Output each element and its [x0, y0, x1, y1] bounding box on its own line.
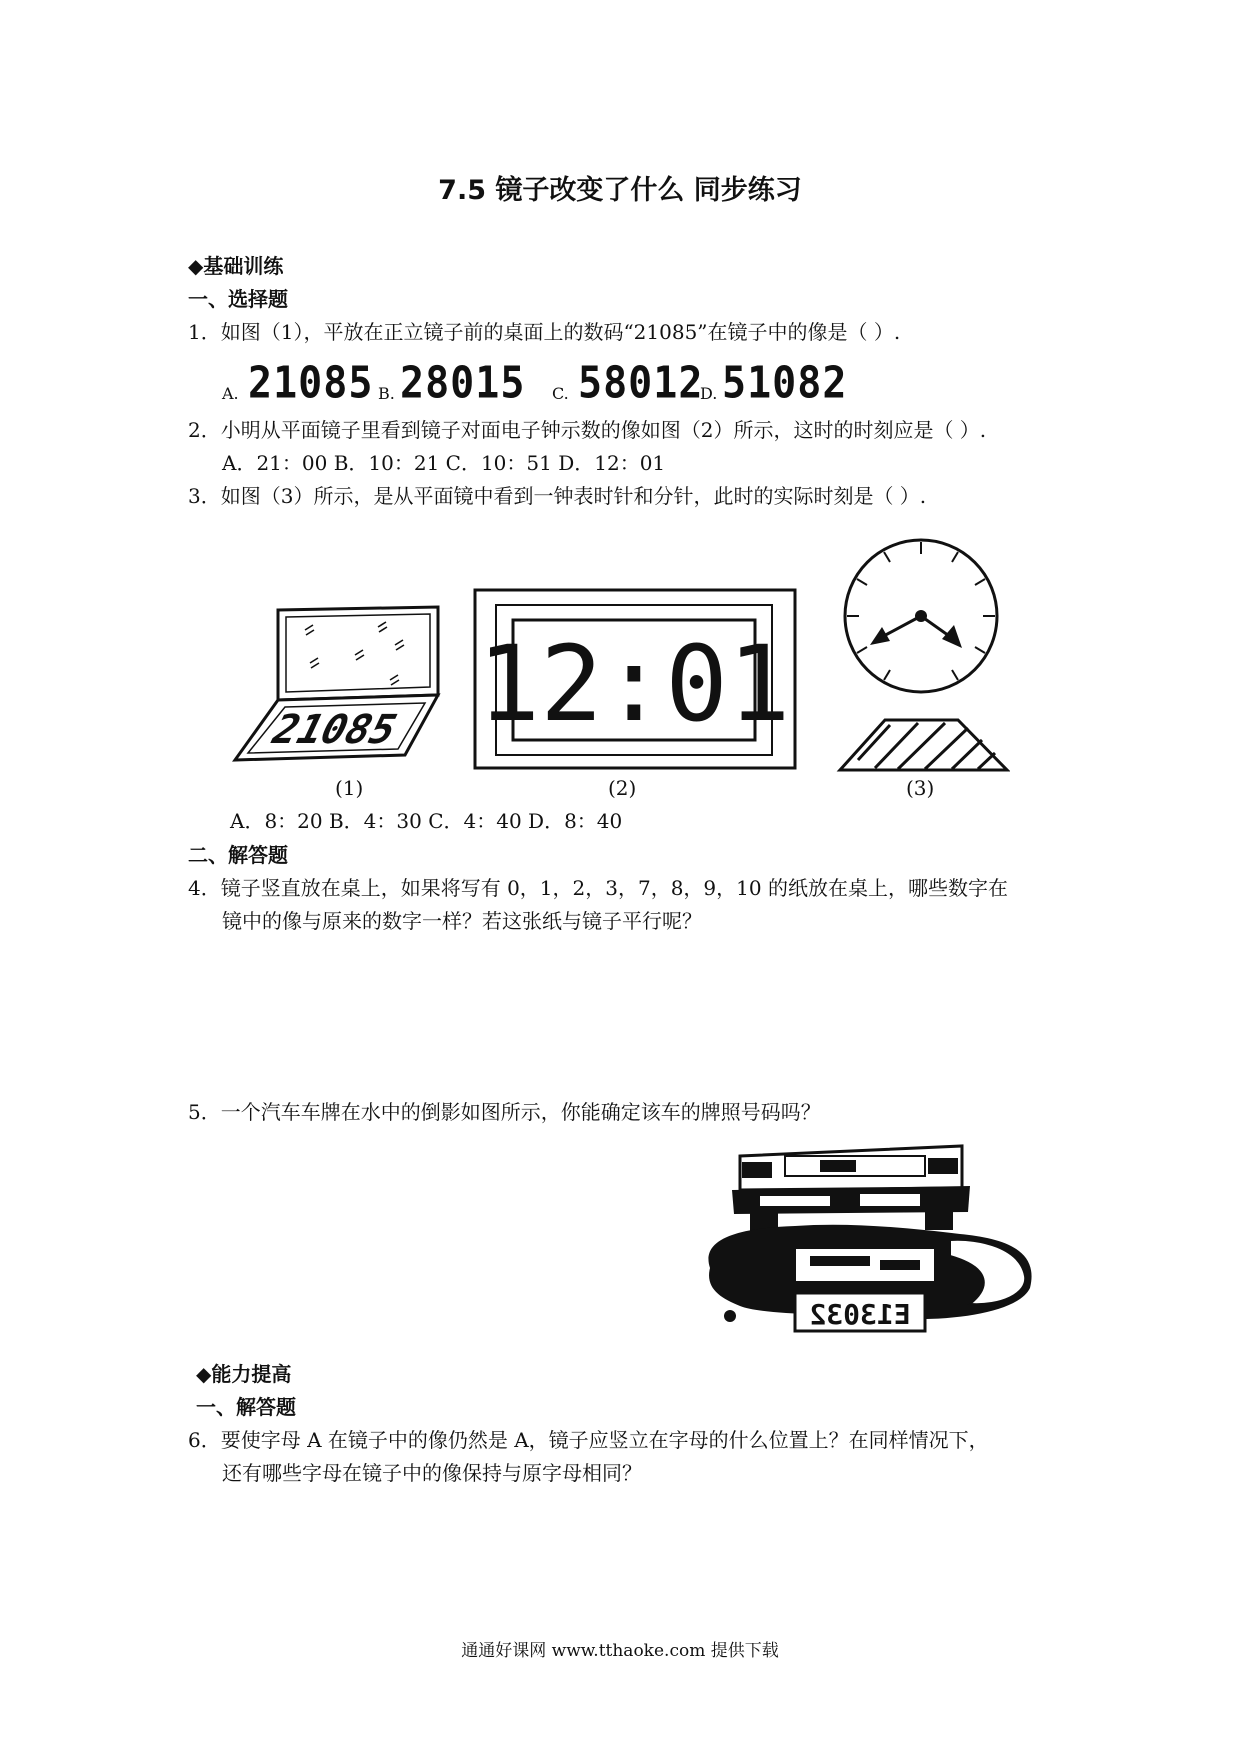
option-a-value: 21085 — [248, 358, 374, 409]
figure-caption-1: (1) — [335, 776, 364, 800]
part1-heading: 一、选择题 — [188, 287, 288, 311]
option-b-value: 28015 — [400, 358, 526, 409]
figure-caption-2: (2) — [608, 776, 637, 800]
part2-heading: 二、解答题 — [188, 843, 288, 867]
question-5-text: 5．一个汽车车牌在水中的倒影如图所示，你能确定该车的牌照号码吗？ — [188, 1100, 821, 1124]
option-b-label: B. — [378, 384, 395, 403]
figures-illustration — [230, 535, 1010, 775]
option-d-label: D. — [700, 384, 718, 403]
option-a-label: A. — [222, 384, 239, 403]
question-4-line-2: 镜中的像与原来的数字一样？若这张纸与镜子平行呢？ — [222, 909, 702, 933]
part3-heading: 一、解答题 — [196, 1395, 296, 1419]
car-front — [732, 1146, 970, 1232]
license-plate-reflection: E13032 — [809, 1298, 911, 1331]
question-4-line-1: 4．镜子竖直放在桌上，如果将写有 0，1，2，3，7，8，9，10 的纸放在桌上，哪些数字在 — [188, 876, 1008, 900]
page-footer: 通通好课网 www.tthaoke.com 提供下载 — [461, 1641, 779, 1661]
option-c-value: 58012 — [578, 358, 704, 409]
figure-2-digital-clock — [475, 590, 795, 768]
question-6-line-1: 6．要使字母 A 在镜子中的像仍然是 A，镜子应竖立在字母的什么位置上？在同样情况下， — [188, 1428, 989, 1452]
section-basic-heading: ◆基础训练 — [188, 254, 284, 278]
question-3-text: 3．如图（3）所示，是从平面镜中看到一钟表时针和分针，此时的实际时刻是（ ）. — [188, 484, 927, 508]
page-title: 7.5 镜子改变了什么 同步练习 — [438, 175, 802, 206]
water-reflection — [708, 1225, 1031, 1331]
figure-2-display: 12:01 — [477, 623, 791, 745]
question-1-text: 1．如图（1），平放在正立镜子前的桌面上的数码“21085”在镜子中的像是（ ）. — [188, 320, 901, 344]
question-2-text: 2．小明从平面镜子里看到镜子对面电子钟示数的像如图（2）所示，这时的时刻应是（ ）. — [188, 418, 987, 442]
question-6-line-2: 还有哪些字母在镜子中的像保持与原字母相同？ — [222, 1461, 642, 1485]
option-d-value: 51082 — [722, 358, 848, 409]
figure-1-digits: 21085 — [263, 705, 406, 753]
figure-3-analog-clock — [840, 540, 1007, 770]
car-reflection-picture — [700, 1138, 1050, 1338]
question-1-options — [222, 358, 848, 414]
section-ability-heading: ◆能力提高 — [196, 1362, 292, 1386]
figure-1-mirror-table — [235, 607, 438, 760]
question-3-options: A．8：20 B．4：30 C．4：40 D．8：40 — [230, 809, 623, 833]
option-c-label: C. — [552, 384, 569, 403]
question-2-options: A．21：00 B．10：21 C．10：51 D．12：01 — [222, 451, 666, 475]
figure-caption-3: (3) — [906, 776, 935, 800]
